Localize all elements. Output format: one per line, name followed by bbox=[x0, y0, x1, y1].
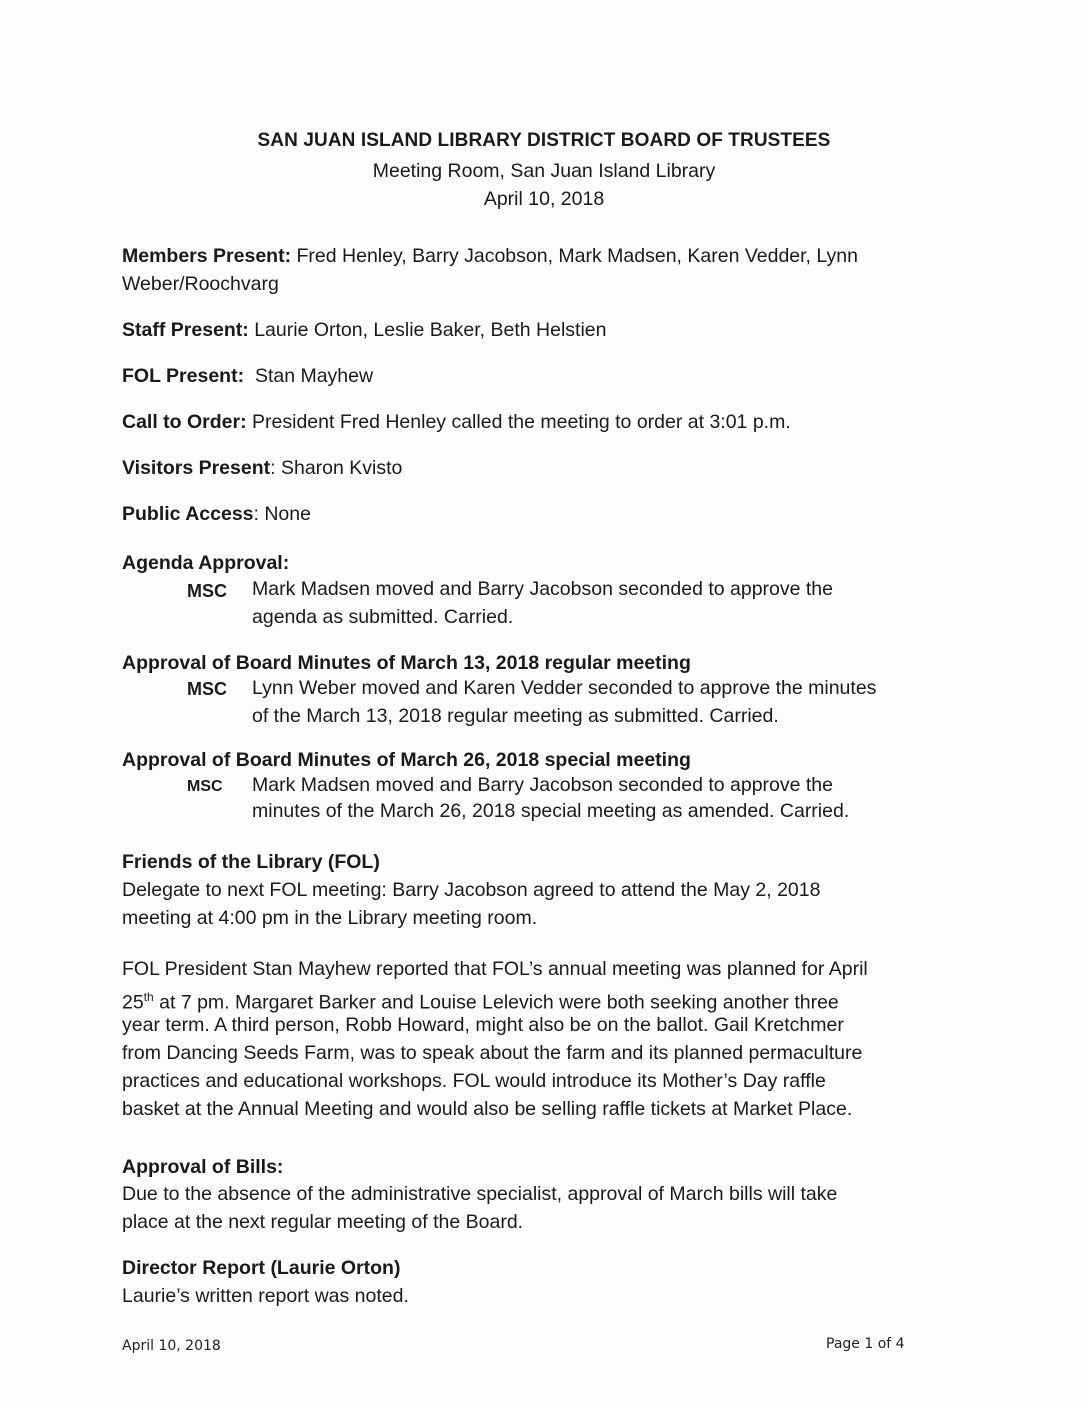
minutes-march26-line2: minutes of the March 26, 2018 special meeting as amended. Carried. bbox=[252, 800, 850, 822]
director-heading-text: Director Report (Laurie Orton) bbox=[122, 1257, 401, 1279]
members-label: Members Present: bbox=[122, 245, 292, 267]
call-text: President Fred Henley called the meeting to order at 3:01 p.m. bbox=[252, 411, 791, 433]
fol-report-line6: basket at the Annual Meeting and would also be selling raffle tickets at Market Place. bbox=[122, 1098, 853, 1120]
staff-present bbox=[122, 316, 606, 344]
members-list: Fred Henley, Barry Jacobson, Mark Madsen, Karen Vedder, Lynn bbox=[296, 245, 858, 267]
staff-label: Staff Present: bbox=[122, 319, 249, 341]
director-line1: Laurie’s written report was noted. bbox=[122, 1285, 409, 1307]
bills-heading-text: Approval of Bills: bbox=[122, 1156, 284, 1178]
minutes-march26-msc-label: MSC bbox=[187, 778, 223, 795]
members-list-cont: Weber/Roochvarg bbox=[122, 273, 279, 295]
minutes-march13-heading-text: Approval of Board Minutes of March 13, 2018 regular meeting bbox=[122, 652, 691, 674]
call-label: Call to Order: bbox=[122, 411, 247, 433]
public-label: Public Access bbox=[122, 503, 254, 525]
footer-date: April 10, 2018 bbox=[122, 1338, 221, 1354]
agenda-heading bbox=[122, 549, 289, 577]
agenda-heading-text: Agenda Approval: bbox=[122, 552, 290, 574]
public-access bbox=[122, 500, 311, 528]
fol-report-line5: practices and educational workshops. FOL would introduce its Mother’s Day raffle bbox=[122, 1070, 826, 1092]
document-title: SAN JUAN ISLAND LIBRARY DISTRICT BOARD OF TRUSTEES bbox=[257, 130, 831, 151]
staff-list: Laurie Orton, Leslie Baker, Beth Helstien bbox=[254, 319, 607, 341]
minutes-march13-line1: Lynn Weber moved and Karen Vedder seconded to approve the minutes bbox=[252, 677, 877, 699]
fol-section-heading bbox=[122, 848, 380, 876]
director-heading bbox=[122, 1254, 400, 1282]
minutes-march26-heading bbox=[122, 746, 691, 774]
minutes-march13-heading bbox=[122, 649, 691, 677]
visitors-present bbox=[122, 454, 402, 482]
fol-report-line4: from Dancing Seeds Farm, was to speak about the farm and its planned permaculture bbox=[122, 1042, 863, 1064]
minutes-march26-line1: Mark Madsen moved and Barry Jacobson seconded to approve the bbox=[252, 774, 834, 796]
fol-present bbox=[122, 362, 373, 390]
fol-delegate-line2: meeting at 4:00 pm in the Library meeting room. bbox=[122, 907, 538, 929]
meeting-date: April 10, 2018 bbox=[483, 188, 605, 210]
meeting-location: Meeting Room, San Juan Island Library bbox=[372, 160, 716, 182]
fol-label: FOL Present: bbox=[122, 365, 245, 387]
footer-page-number: Page 1 of 4 bbox=[826, 1336, 905, 1352]
agenda-motion-line1: Mark Madsen moved and Barry Jacobson seconded to approve the bbox=[252, 578, 834, 600]
fol-report-date: 25 bbox=[122, 991, 144, 1014]
fol-list: Stan Mayhew bbox=[254, 365, 374, 387]
bills-heading bbox=[122, 1153, 283, 1181]
fol-report-line2-text: at 7 pm. Margaret Barker and Louise Lelevich were both seeking another three bbox=[153, 991, 839, 1014]
visitors-list: : Sharon Kvisto bbox=[270, 457, 403, 479]
call-to-order bbox=[122, 408, 791, 436]
public-text: : None bbox=[253, 503, 311, 525]
minutes-march26-heading-text: Approval of Board Minutes of March 26, 2018 special meeting bbox=[122, 749, 691, 771]
fol-report-date-suffix: th bbox=[143, 990, 154, 1004]
visitors-label: Visitors Present bbox=[122, 457, 271, 479]
bills-line2: place at the next regular meeting of the Board. bbox=[122, 1211, 524, 1233]
minutes-march13-msc-label: MSC bbox=[187, 679, 227, 699]
minutes-march13-line2: of the March 13, 2018 regular meeting as submitted. Carried. bbox=[252, 705, 779, 727]
agenda-motion-line2: agenda as submitted. Carried. bbox=[252, 606, 514, 628]
agenda-msc-label: MSC bbox=[187, 581, 227, 601]
fol-report-line3: year term. A third person, Robb Howard, might also be on the ballot. Gail Kretchmer bbox=[122, 1014, 844, 1036]
fol-report-line1: FOL President Stan Mayhew reported that FOL’s annual meeting was planned for April bbox=[122, 958, 868, 980]
members-present bbox=[122, 242, 858, 270]
bills-line1: Due to the absence of the administrative specialist, approval of March bills will take bbox=[122, 1183, 838, 1205]
fol-section-heading-text: Friends of the Library (FOL) bbox=[122, 851, 380, 873]
fol-delegate-line1: Delegate to next FOL meeting: Barry Jacobson agreed to attend the May 2, 2018 bbox=[122, 879, 821, 901]
